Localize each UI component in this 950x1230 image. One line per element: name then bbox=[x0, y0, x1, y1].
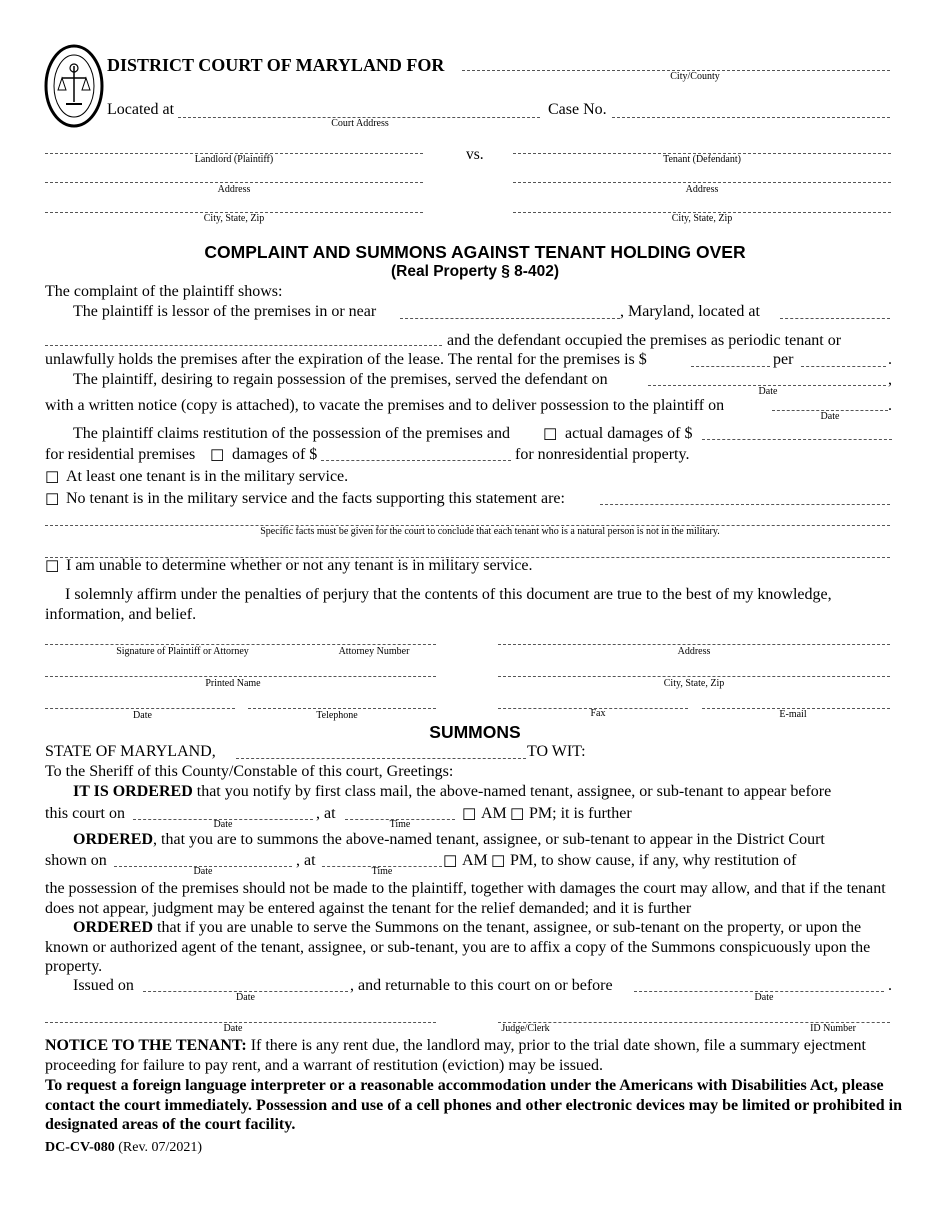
id-number-label: ID Number bbox=[810, 1023, 856, 1034]
state-of-maryland: STATE OF MARYLAND, bbox=[45, 743, 216, 760]
case-no-label: Case No. bbox=[548, 101, 607, 118]
ada-notice: To request a foreign language interpreter or a reasonable accommodation under the Americans with Disabilities Act, please contact the court immediately. Possession and use of a cell phones and other electronic devices may be limited or prohibited in designated areas of the court facility. bbox=[45, 1077, 902, 1133]
pm-label-2: PM, to show cause, if any, why restitution of bbox=[510, 852, 797, 869]
am-label-2: AM bbox=[462, 852, 488, 869]
issued-on: Issued on bbox=[73, 977, 134, 994]
ordered-2: ORDERED bbox=[73, 831, 154, 848]
signature-label: Signature of Plaintiff or Attorney bbox=[116, 646, 249, 657]
ordered3-text: that if you are unable to serve the Summons on the tenant, assignee, or sub-tenant on the property, or upon the known or authorized agent of the tenant, assignee, or sub-tenant, you are to affix a copy of the Summons conspicuously upon the property. bbox=[45, 919, 871, 975]
appear-time-label: Time bbox=[389, 819, 411, 830]
landlord-address-label: Address bbox=[217, 184, 251, 195]
am-label: AM bbox=[481, 805, 507, 822]
tenant-label: Tenant (Defendant) bbox=[663, 154, 741, 165]
rent-amount-field[interactable] bbox=[691, 366, 770, 367]
summons-heading: SUMMONS bbox=[429, 722, 521, 742]
periodic-tenant-text: and the defendant occupied the premises as periodic tenant or bbox=[447, 332, 842, 349]
comma-mark: , bbox=[888, 371, 892, 388]
nonresidential-damages-checkbox[interactable]: ☐ bbox=[210, 448, 225, 465]
fax-label: Fax bbox=[590, 708, 606, 719]
signer-csz-field[interactable] bbox=[498, 676, 890, 677]
at-text: , at bbox=[316, 805, 336, 822]
tenant-address-label: Address bbox=[685, 184, 719, 195]
possession-text: the possession of the premises should not be made to the plaintiff, together with damages the court may allow, and that if the tenant does not appear, judgment may be entered against the tenant for the relief demanded; and it is further bbox=[45, 880, 886, 917]
landlord-csz-label: City, State, Zip bbox=[203, 213, 265, 224]
court-title: DISTRICT COURT OF MARYLAND FOR bbox=[107, 55, 445, 75]
signer-date-label: Date bbox=[133, 710, 152, 721]
restitution-text: The plaintiff claims restitution of the possession of the premises and bbox=[73, 425, 510, 442]
attorney-number-label: Attorney Number bbox=[338, 646, 410, 657]
at-text-2: , at bbox=[296, 852, 316, 869]
premises-address-field-a[interactable] bbox=[780, 318, 890, 319]
am-checkbox[interactable]: ☐ bbox=[462, 807, 477, 824]
tenant-address-field[interactable] bbox=[513, 182, 891, 183]
sheriff-greeting: To the Sheriff of this County/Constable of this court, Greetings: bbox=[45, 763, 454, 780]
military-text-2: No tenant is in the military service and the facts supporting this statement are: bbox=[66, 490, 565, 507]
ordered2-text: , that you are to summons the above-named tenant, assignee, or sub-tenant to appear in the District Court bbox=[153, 831, 825, 848]
form-number: DC-CV-080 bbox=[45, 1140, 115, 1155]
rental-text: unlawfully holds the premises after the expiration of the lease. The rental for the premises is $ bbox=[45, 351, 647, 368]
appear-date-label: Date bbox=[213, 819, 233, 830]
attorney-number-field[interactable] bbox=[312, 644, 436, 645]
per-text: per bbox=[773, 351, 794, 368]
written-notice-text: with a written notice (copy is attached), to vacate the premises and to deliver possession to the plaintiff on bbox=[45, 397, 725, 414]
military-text-3: I am unable to determine whether or not any tenant is in military service. bbox=[66, 557, 533, 574]
nonresidential-damages-field[interactable] bbox=[321, 460, 511, 461]
notice-text: If there is any rent due, the landlord may, prior to the trial date shown, file a summary ejectment proceeding for failure to pay rent, and a warrant of restitution (eviction) may be issued. bbox=[45, 1037, 866, 1074]
tenant-csz-label: City, State, Zip bbox=[671, 213, 733, 224]
pm-checkbox[interactable]: ☐ bbox=[510, 807, 525, 824]
landlord-address-field[interactable] bbox=[45, 182, 423, 183]
signature-field[interactable] bbox=[45, 644, 310, 645]
actual-damages-checkbox[interactable]: ☐ bbox=[543, 427, 558, 444]
rent-period-field[interactable] bbox=[801, 366, 886, 367]
printed-name-field[interactable] bbox=[45, 676, 436, 677]
signer-csz-label: City, State, Zip bbox=[663, 678, 725, 689]
affirmation-text: I solemnly affirm under the penalties of perjury that the contents of this document are true to the best of my knowledge, information, and belief. bbox=[45, 586, 832, 623]
damages-text: damages of $ bbox=[232, 446, 318, 463]
military-facts-field-a[interactable] bbox=[600, 504, 890, 505]
am-checkbox-2[interactable]: ☐ bbox=[443, 854, 458, 871]
city-county-label: City/County bbox=[670, 71, 720, 82]
judge-clerk-label: Judge/Clerk bbox=[501, 1023, 550, 1034]
military-text-1: At least one tenant is in the military service. bbox=[66, 468, 349, 485]
signer-address-field[interactable] bbox=[498, 644, 890, 645]
served-date-label: Date bbox=[758, 386, 778, 397]
case-no-field[interactable] bbox=[612, 117, 890, 118]
pm-checkbox-2[interactable]: ☐ bbox=[491, 854, 506, 871]
state-county-field[interactable] bbox=[236, 758, 526, 759]
actual-damages-text: actual damages of $ bbox=[565, 425, 693, 442]
military-note: Specific facts must be given for the court to conclude that each tenant who is a natural person is not in the military. bbox=[260, 526, 720, 537]
telephone-label: Telephone bbox=[316, 710, 358, 721]
lessor-text: The plaintiff is lessor of the premises in or near bbox=[73, 303, 377, 320]
military-checkbox-3[interactable]: ☐ bbox=[45, 559, 60, 576]
hearing-time-label: Time bbox=[371, 866, 393, 877]
period-mark-3: . bbox=[888, 977, 892, 994]
landlord-label: Landlord (Plaintiff) bbox=[194, 154, 274, 165]
hearing-date-label: Date bbox=[193, 866, 213, 877]
vacate-date-label: Date bbox=[820, 411, 840, 422]
actual-damages-field[interactable] bbox=[702, 439, 892, 440]
returnable-date-label: Date bbox=[754, 992, 774, 1003]
complaint-intro: The complaint of the plaintiff shows: bbox=[45, 283, 283, 300]
vs-label: vs. bbox=[466, 146, 484, 163]
form-title: COMPLAINT AND SUMMONS AGAINST TENANT HOLDING OVER bbox=[204, 242, 746, 262]
pm-label: PM; it is further bbox=[529, 805, 632, 822]
military-checkbox-2[interactable]: ☐ bbox=[45, 492, 60, 509]
notice-label: NOTICE TO THE TENANT: bbox=[45, 1037, 247, 1054]
clerk-date-label: Date bbox=[223, 1023, 243, 1034]
ordered1-text: that you notify by first class mail, the above-named tenant, assignee, or sub-tenant to appear before bbox=[192, 783, 832, 800]
ordered-3: ORDERED bbox=[73, 919, 154, 936]
period-mark: . bbox=[888, 351, 892, 368]
regain-possession-text: The plaintiff, desiring to regain possession of the premises, served the defendant on bbox=[73, 371, 608, 388]
shown-on: shown on bbox=[45, 852, 107, 869]
this-court-on: this court on bbox=[45, 805, 125, 822]
maryland-located-text: , Maryland, located at bbox=[620, 303, 760, 320]
it-is-ordered: IT IS ORDERED bbox=[73, 783, 193, 800]
nonresidential-text: for nonresidential property. bbox=[515, 446, 690, 463]
form-subtitle: (Real Property § 8-402) bbox=[391, 263, 559, 280]
military-checkbox-1[interactable]: ☐ bbox=[45, 470, 60, 487]
form-revision: (Rev. 07/2021) bbox=[118, 1140, 203, 1155]
printed-name-label: Printed Name bbox=[205, 678, 261, 689]
court-seal bbox=[44, 44, 104, 128]
issued-date-label: Date bbox=[236, 992, 255, 1003]
signer-date-field[interactable] bbox=[45, 708, 235, 709]
returnable-text: , and returnable to this court on or before bbox=[350, 977, 613, 994]
telephone-field[interactable] bbox=[248, 708, 436, 709]
period-mark-2: . bbox=[888, 397, 892, 414]
located-at-label: Located at bbox=[107, 101, 175, 118]
court-address-label: Court Address bbox=[331, 118, 389, 129]
residential-text: for residential premises bbox=[45, 446, 196, 463]
to-wit: TO WIT: bbox=[527, 743, 586, 760]
premises-city-field[interactable] bbox=[400, 318, 620, 319]
email-label: E-mail bbox=[779, 709, 807, 720]
signer-address-label: Address bbox=[677, 646, 711, 657]
premises-address-field-b[interactable] bbox=[45, 345, 442, 346]
